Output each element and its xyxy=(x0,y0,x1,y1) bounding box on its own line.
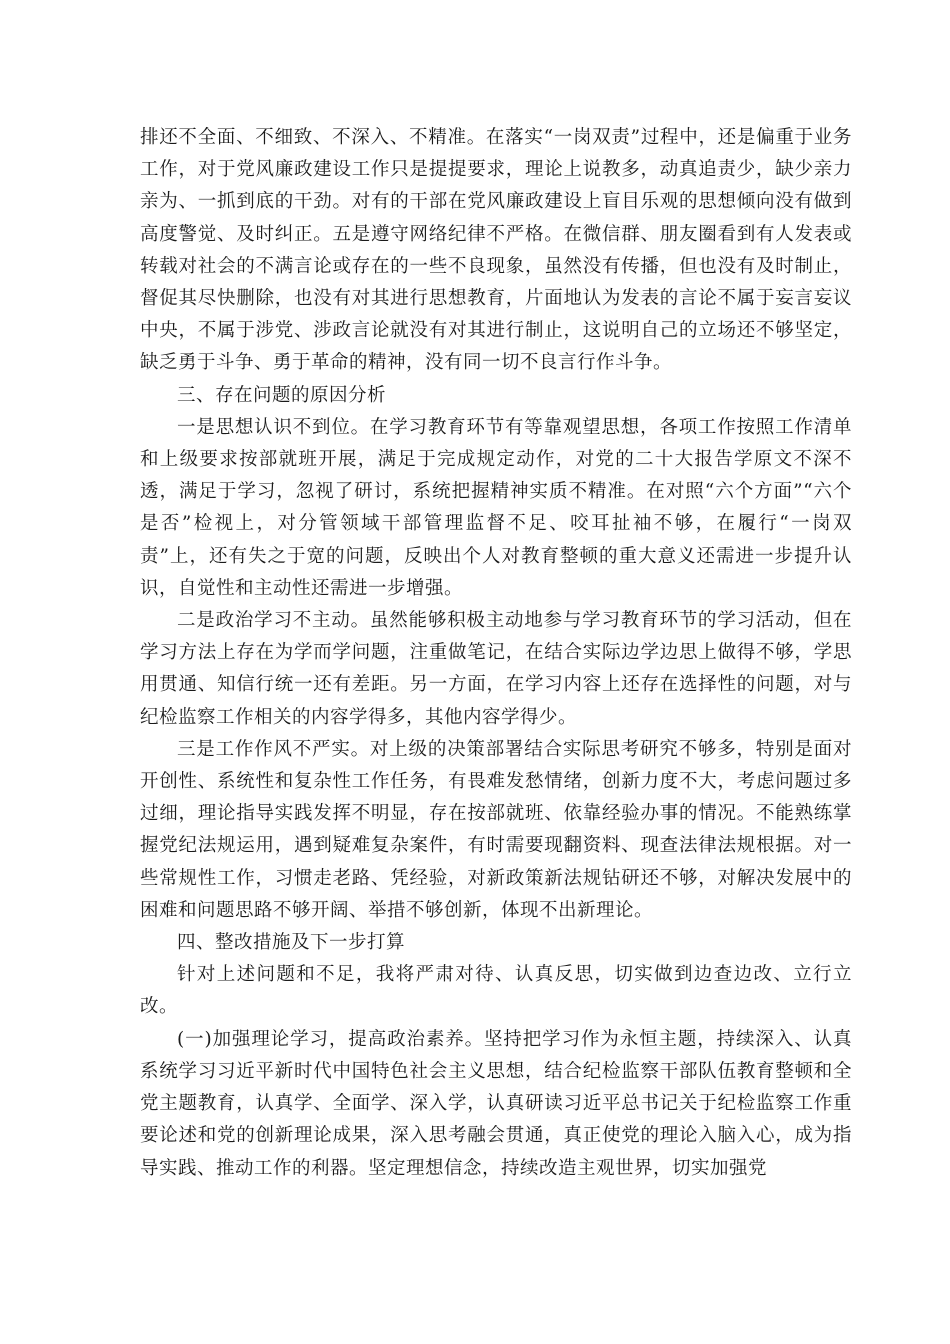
paragraph-cause-1: 一是思想认识不到位。在学习教育环节有等靠观望思想，各项工作按照工作清单和上级要求按部就班开展，满足于完成规定动作，对党的二十大报告学原文不深不透，满足于学习，忽视了研讨，系统把握精神实质不精准。在对照“六个方面”“六个是否”检视上，对分管领域干部管理监督不足、咬耳扯袖不够，在履行“一岗双责”上，还有失之于宽的问题，反映出个人对教育整顿的重大意义还需进一步提升认识，自觉性和主动性还需进一步增强。 xyxy=(140,416,852,599)
paragraph-measure-1: (一)加强理论学习，提高政治素养。坚持把学习作为永恒主题，持续深入、认真系统学习习近平新时代中国特色社会主义思想，结合纪检监察干部队伍教育整顿和全党主题教育，认真学、全面学、深入学，认真研读习近平总书记关于纪检监察工作重要论述和党的创新理论成果，深入思考融会贯通，真正使党的理论入脑入心，成为指导实践、推动工作的利器。坚定理想信念，持续改造主观世界，切实加强党 xyxy=(140,1028,852,1179)
paragraph-cause-2: 二是政治学习不主动。虽然能够积极主动地参与学习教育环节的学习活动，但在学习方法上存在为学而学问题，注重做笔记，在结合实际边学边思上做得不够，学思用贯通、知信行统一还有差距。另一方面，在学习内容上还存在选择性的问题，对与纪检监察工作相关的内容学得多，其他内容学得少。 xyxy=(140,610,852,728)
heading-cause-analysis: 三、存在问题的原因分析 xyxy=(177,384,387,406)
heading-rectification-measures: 四、整改措施及下一步打算 xyxy=(177,932,406,954)
document-body xyxy=(140,122,852,1185)
paragraph-problem-continuation: 排还不全面、不细致、不深入、不精准。在落实“一岗双责”过程中，还是偏重于业务工作，对于党风廉政建设工作只是提提要求，理论上说教多，动真追责少，缺少亲力亲为、一抓到底的干劲。对有的干部在党风廉政建设上盲目乐观的思想倾向没有做到高度警觉、及时纠正。五是遵守网络纪律不严格。在微信群、朋友圈看到有人发表或转载对社会的不满言论或存在的一些不良现象，虽然没有传播，但也没有及时制止，督促其尽快删除，也没有对其进行思想教育，片面地认为发表的言论不属于妄言妄议中央，不属于涉党、涉政言论就没有对其进行制止，这说明自己的立场还不够坚定，缺乏勇于斗争、勇于革命的精神，没有同一切不良言行作斗争。 xyxy=(140,127,852,374)
paragraph-rectification-intro: 针对上述问题和不足，我将严肃对待、认真反思，切实做到边查边改、立行立改。 xyxy=(140,964,852,1018)
paragraph-cause-3: 三是工作作风不严实。对上级的决策部署结合实际思考研究不够多，特别是面对开创性、系统性和复杂性工作任务，有畏难发愁情绪，创新力度不大，考虑问题过多过细，理论指导实践发挥不明显，存在按部就班、依靠经验办事的情况。不能熟练掌握党纪法规运用，遇到疑难复杂案件，有时需要现翻资料、现查法律法规根据。对一些常规性工作，习惯走老路、凭经验，对新政策新法规钻研还不够，对解决发展中的困难和问题思路不够开阔、举措不够创新，体现不出新理论。 xyxy=(140,738,852,921)
